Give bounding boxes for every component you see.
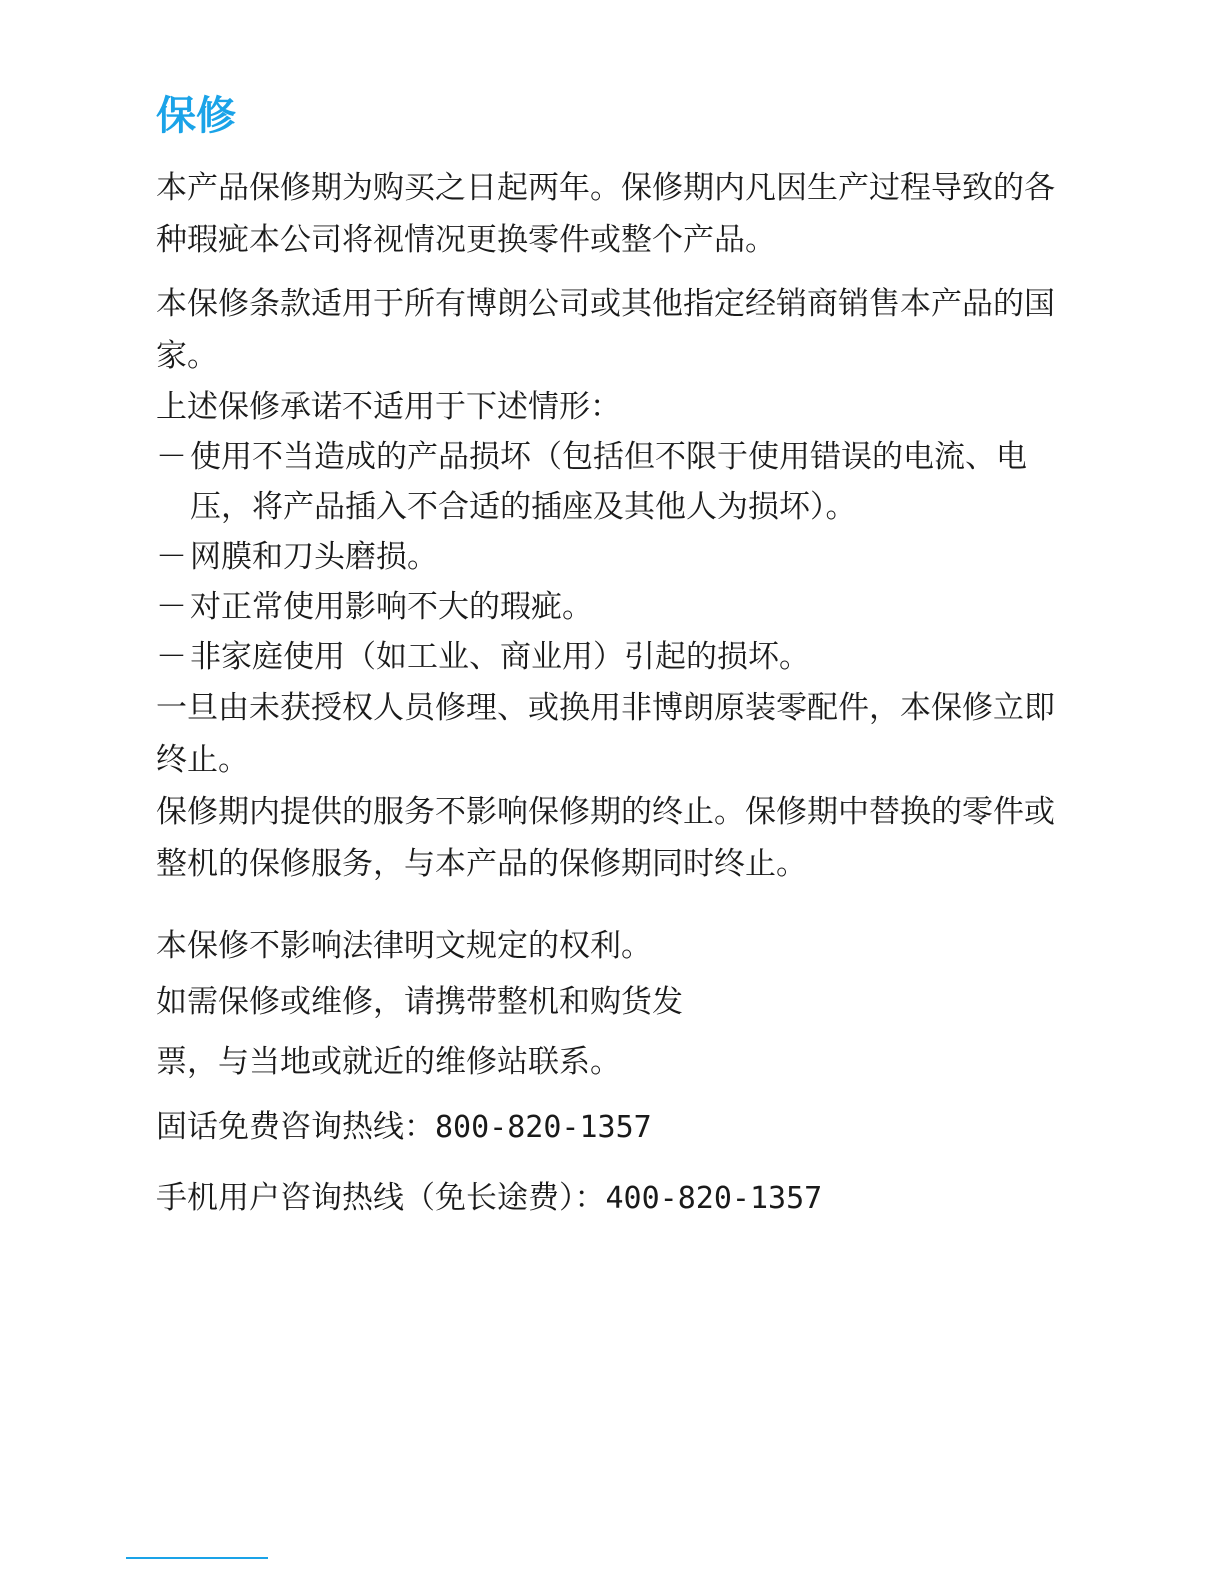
page-title: 保修 <box>156 93 236 139</box>
dash-marker: － <box>156 639 187 675</box>
service-instruction-line-1: 如需保修或维修，请携带整机和购货发 <box>156 984 683 1020</box>
legal-rights-paragraph: 本保修不影响法律明文规定的权利。 <box>156 928 652 964</box>
mobile-hotline <box>156 1163 1076 1234</box>
service-instruction-line-2: 票，与当地或就近的维修站联系。 <box>156 1044 621 1080</box>
list-item <box>156 432 1076 532</box>
service-period-paragraph: 保修期内提供的服务不影响保修期的终止。保修期中替换的零件或整机的保修服务，与本产品的保修期同时终止。 <box>156 794 1055 882</box>
list-item-text: 使用不当造成的产品损坏（包括但不限于使用错误的电流、电压，将产品插入不合适的插座及其他人为损坏）。 <box>190 439 1027 525</box>
dash-marker: － <box>156 589 187 625</box>
dash-marker: － <box>156 439 187 475</box>
list-item-text: 对正常使用影响不大的瑕疵。 <box>190 589 593 625</box>
list-item <box>156 532 1076 582</box>
list-item <box>156 582 1076 632</box>
list-item-text: 非家庭使用（如工业、商业用）引起的损坏。 <box>190 639 810 675</box>
exclusions-list <box>156 432 1076 682</box>
landline-hotline-label: 固话免费咨询热线： <box>156 1109 435 1145</box>
list-item <box>156 632 1076 682</box>
landline-hotline <box>156 1092 1076 1163</box>
mobile-hotline-label: 手机用户咨询热线（免长途费）： <box>156 1180 606 1216</box>
list-item-text: 网膜和刀头磨损。 <box>190 539 438 575</box>
landline-hotline-number: 800-820-1357 <box>435 1110 652 1145</box>
mobile-hotline-number: 400-820-1357 <box>605 1181 823 1216</box>
warranty-page <box>156 92 1076 1234</box>
warranty-period-paragraph: 本产品保修期为购买之日起两年。保修期内凡因生产过程导致的各种瑕疵本公司将视情况更换零件或整个产品。 <box>156 170 1055 258</box>
footer-rule <box>126 1557 268 1559</box>
exclusions-heading: 上述保修承诺不适用于下述情形： <box>156 389 621 425</box>
warranty-scope-paragraph: 本保修条款适用于所有博朗公司或其他指定经销商销售本产品的国家。 <box>156 286 1055 374</box>
unauthorized-repair-paragraph: 一旦由未获授权人员修理、或换用非博朗原装零配件，本保修立即终止。 <box>156 690 1055 778</box>
dash-marker: － <box>156 539 187 575</box>
